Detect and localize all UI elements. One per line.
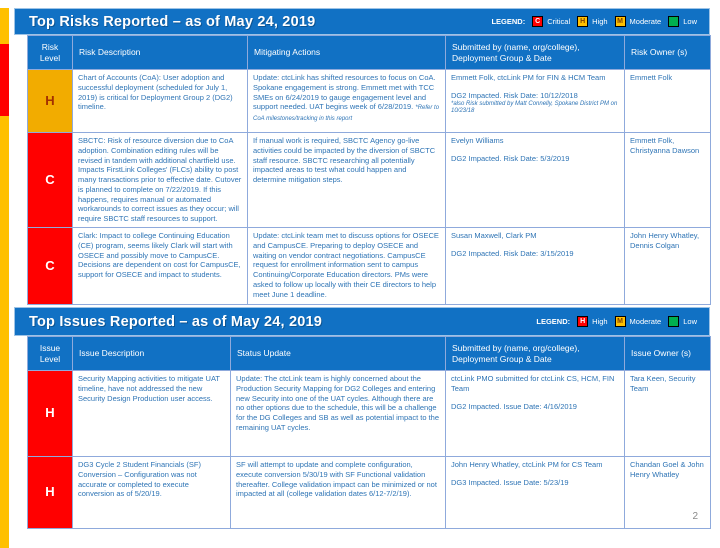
risk-row <box>28 228 711 305</box>
low-swatch-icon <box>668 316 679 327</box>
legend-item-label: Moderate <box>629 317 662 326</box>
column-header-risk-level: Risk Level <box>28 36 73 70</box>
submitted-by <box>446 457 625 529</box>
status-update <box>231 371 446 457</box>
submitted-by <box>446 70 625 133</box>
issue-owner: Tara Keen, Security Team <box>625 371 711 457</box>
mitigating-actions <box>248 133 446 228</box>
submitted-by-detail: DG3 Impacted. Issue Date: 5/23/19 <box>451 477 569 487</box>
submitted-by-detail: DG2 Impacted. Issue Date: 4/16/2019 <box>451 401 577 411</box>
status-update-text: Update: The ctcLink team is highly concerned about the Production Security Mapping for DG2 Colleges and entering new Security into one of the UAT cycles. Although there are no other options due to the schedule, this will be a challenge for the DG Colleges and SB as well as potential impact to the remaining UAT cycles. <box>236 374 440 432</box>
legend-item-label: Low <box>683 317 697 326</box>
submitted-by-note: *also Risk submitted by Matt Connelly, Spokane District PM on 10/23/18 <box>451 100 618 115</box>
submitted-by <box>446 371 625 457</box>
status-update <box>231 457 446 529</box>
risk-level-badge: H <box>28 70 73 133</box>
moderate-swatch-icon: M <box>615 16 626 27</box>
legend-item-high <box>577 316 607 327</box>
status-update-text: SF will attempt to update and complete configuration, execute conversion 5/30/19 with SF Functional validation thereafter. College validation impact can be minimized or not impacted at all (college validation dates 6/12-7/2/19). <box>236 460 437 499</box>
submitted-by-name: John Henry Whatley, ctcLink PM for CS Team <box>451 460 603 469</box>
column-header-risk-description: Risk Description <box>73 36 248 70</box>
mitigating-actions <box>248 228 446 305</box>
mitigating-actions-text: Update: ctcLink team met to discuss options for OSECE and CampusCE. Preparing to deploy OSECE and waiting on vendor contract negotiations. CampusCE request for enrollment information sent to campus Continuing/Corporate Education directors. PMs were asked to follow up locally with their CE directors to help meet June 1 deadline. <box>253 231 439 299</box>
column-header-mitigating-actions: Mitigating Actions <box>248 36 446 70</box>
issue-description-text: Security Mapping activities to mitigate UAT timeline, have not addressed the new Security Design Production user access. <box>78 374 220 403</box>
risks-header-row <box>28 36 711 70</box>
legend-item-low <box>668 316 697 327</box>
risk-description-text: SBCTC: Risk of resource diversion due to CoA adoption. Combination editing rules will be revised in tandem with additional chartfield use. Impacts FirstLink Colleges' (FLCs) ability to post many transactions prior to effective date. Cutover is planned to complete on 7/22/2019. If this happens, requires manual or automated workarounds to correct issues as they occur; will require SBCTC staff resources to support. <box>78 136 242 223</box>
column-header-issue-level: Issue Level <box>28 337 73 371</box>
issue-row <box>28 457 711 529</box>
issue-description <box>73 371 231 457</box>
issue-description <box>73 457 231 529</box>
column-header-issue-owner: Issue Owner (s) <box>625 337 711 371</box>
risk-owner: John Henry Whatley, Dennis Colgan <box>625 228 711 305</box>
issue-level-badge: H <box>28 457 73 529</box>
issues-legend <box>536 316 697 327</box>
legend-item-moderate <box>615 316 662 327</box>
risks-section-header <box>14 8 710 35</box>
moderate-swatch-icon: M <box>615 316 626 327</box>
submitted-by-name: Evelyn Williams <box>451 136 504 145</box>
legend-label: LEGEND: <box>536 317 571 326</box>
column-header-submitted-by: Submitted by (name, org/college), Deployment Group & Date <box>446 337 625 371</box>
submitted-by-name: ctcLink PMO submitted for ctcLink CS, HCM, FIN Team <box>451 374 615 393</box>
critical-swatch-icon: C <box>532 16 543 27</box>
legend-item-critical <box>532 16 570 27</box>
submitted-by-name: Susan Maxwell, Clark PM <box>451 231 537 240</box>
risk-level-badge: C <box>28 228 73 305</box>
mitigating-actions-text: Update: ctcLink has shifted resources to focus on CoA. Spokane engagement is strong. Emmett met with TCC SMEs on 6/24/2019 to gauge engagement level and support needed. UAT begins week of 6/28/2019. <box>253 73 436 112</box>
risks-legend <box>491 16 697 27</box>
risk-description <box>73 228 248 305</box>
issues-section-header <box>14 307 710 336</box>
issues-table <box>27 336 711 529</box>
submitted-by-detail: DG2 Impacted. Risk Date: 5/3/2019 <box>451 153 570 163</box>
risk-row <box>28 133 711 228</box>
column-header-risk-owner: Risk Owner (s) <box>625 36 711 70</box>
left-accent-stripe-red-segment <box>0 44 9 116</box>
issues-header-row <box>28 337 711 371</box>
submitted-by-detail: DG2 Impacted. Risk Date: 10/12/2018 <box>451 90 578 100</box>
legend-item-label: High <box>592 17 608 26</box>
column-header-issue-description: Issue Description <box>73 337 231 371</box>
submitted-by-detail: DG2 Impacted. Risk Date: 3/15/2019 <box>451 248 574 258</box>
risks-title: Top Risks Reported – as of May 24, 2019 <box>29 13 316 30</box>
risks-table <box>27 35 711 305</box>
risk-owner: Emmett Folk <box>625 70 711 133</box>
column-header-status-update: Status Update <box>231 337 446 371</box>
issue-level-badge: H <box>28 371 73 457</box>
low-swatch-icon <box>668 16 679 27</box>
issue-owner: Chandan Goel & John Henry Whatley <box>625 457 711 529</box>
legend-item-high <box>577 16 607 27</box>
high-swatch-icon: H <box>577 316 588 327</box>
legend-item-label: Moderate <box>629 17 662 26</box>
issue-row <box>28 371 711 457</box>
page-number: 2 <box>692 511 698 522</box>
submitted-by <box>446 228 625 305</box>
legend-label: LEGEND: <box>491 17 526 26</box>
submitted-by <box>446 133 625 228</box>
mitigating-actions-text: If manual work is required, SBCTC Agency go-live activities could be impacted by the diversion of SBCTC staff resource. SBCTC researching all potentially impacted areas to test what could happen and determine mitigation steps. <box>253 136 436 184</box>
mitigating-actions <box>248 70 446 133</box>
issues-title: Top Issues Reported – as of May 24, 2019 <box>29 313 323 330</box>
submitted-by-name: Emmett Folk, ctcLink PM for FIN & HCM Team <box>451 73 606 82</box>
actions-note: *Refer to CoA milestones/tracking in this report <box>253 105 440 123</box>
high-swatch-icon: H <box>577 16 588 27</box>
legend-item-label: Critical <box>547 17 571 26</box>
risk-row <box>28 70 711 133</box>
risk-description <box>73 133 248 228</box>
issue-description-text: DG3 Cycle 2 Student Financials (SF) Conversion – Configuration was not accurate or completed to execute conversion as of 5/20/19. <box>78 460 201 499</box>
legend-item-low <box>668 16 697 27</box>
legend-item-label: High <box>592 317 608 326</box>
legend-item-moderate <box>615 16 662 27</box>
legend-item-label: Low <box>683 17 697 26</box>
risk-description-text: Clark: Impact to college Continuing Education (CE) program, seems likely Clark will start with OSECE and possibly move to CampusCE. Decisions are dependent on cost for CampusCE, support for OSECE and impact to students. <box>78 231 241 279</box>
risk-owner: Emmett Folk, Christyanna Dawson <box>625 133 711 228</box>
column-header-submitted-by: Submitted by (name, org/college), Deployment Group & Date <box>446 36 625 70</box>
risk-description-text: Chart of Accounts (CoA): User adoption and successful deployment (scheduled for July 1, 2019) is critical for Deployment Group 2 (DG2) timeline. <box>78 73 233 112</box>
risk-description <box>73 70 248 133</box>
risk-level-badge: C <box>28 133 73 228</box>
